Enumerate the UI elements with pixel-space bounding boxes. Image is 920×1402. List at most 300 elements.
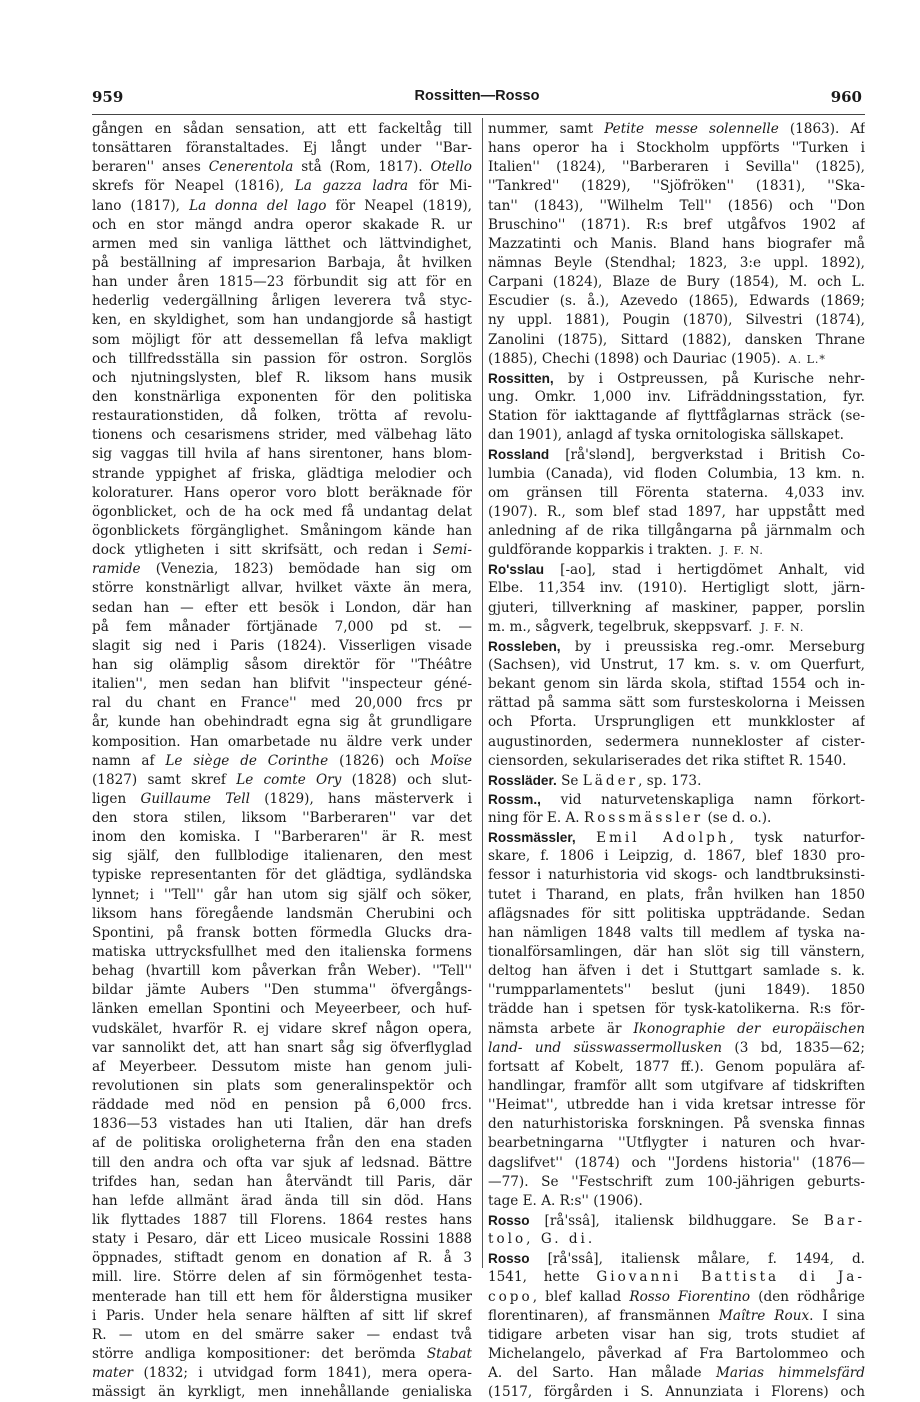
- text-segment: Otello: [430, 159, 472, 176]
- header-rule: [92, 114, 865, 115]
- headword: Rossm.,: [488, 791, 541, 807]
- text-line: [92, 1192, 472, 1211]
- text-line: [92, 771, 472, 790]
- text-line: [488, 388, 865, 407]
- text-segment: Petite messe solennelle: [604, 121, 779, 137]
- text-line: [488, 120, 865, 139]
- text-line: [488, 235, 865, 254]
- text-segment: , tysk naturfor-: [729, 830, 865, 847]
- page-number-left: 959: [92, 88, 124, 106]
- text-line: [92, 560, 472, 579]
- text-segment: nummer, samt: [488, 121, 605, 137]
- text-line: [488, 1077, 865, 1096]
- text-line: [92, 1288, 472, 1307]
- text-line: [488, 1364, 865, 1383]
- text-segment: (3 bd, 1835—62;: [722, 1039, 865, 1056]
- text-line: [92, 1364, 472, 1383]
- text-line: [488, 599, 865, 618]
- text-segment: Rosso Fiorentino: [629, 1288, 751, 1305]
- text-line: [488, 694, 865, 713]
- text-segment: staty i Pesaro, där ett Liceo musicale Rossini 1888: [92, 1231, 472, 1248]
- text-segment: Escudier (s. å.), Azevedo (1865), Edwards (1869;: [488, 293, 865, 310]
- text-segment: Läder: [582, 772, 639, 789]
- text-segment: ning för E. A.: [488, 810, 584, 827]
- text-segment: af de politiska oroligheterna från den ena staden: [92, 1135, 472, 1152]
- text-line: [488, 752, 865, 771]
- text-segment: (1826) och: [328, 752, 431, 769]
- text-segment: räddade med nöd en pension på 6,000 frcs.: [92, 1097, 472, 1114]
- text-segment: tan'' (1843), ''Wilhelm Tell'' (1856) och ''Don: [488, 197, 865, 214]
- text-segment: han under åren 1815—23 förbundit sig att för en: [92, 274, 472, 291]
- text-segment: by i preussiska reg.-omr. Merseburg: [560, 638, 865, 655]
- text-segment: som möjligt för att dessemellan få lefva makligt: [92, 331, 472, 348]
- text-segment: sig vaggas till hvila af hans sirentoner, hans blom-: [92, 446, 472, 463]
- text-line: [488, 158, 865, 177]
- text-line: [92, 407, 472, 426]
- text-segment: han nämligen 1848 valts till medlem af tyska na-: [488, 924, 865, 941]
- text-line: [488, 1154, 865, 1173]
- text-line: [92, 694, 472, 713]
- text-segment: dock ytligheten i sitt skrifsätt, och redan i: [92, 542, 433, 559]
- text-line: [92, 1268, 472, 1287]
- text-segment: Elbe. 11,354 inv. (1910). Hertigligt slott, järn-: [488, 580, 865, 597]
- text-line: [92, 541, 472, 560]
- text-segment: anledning af de rika tillgångarna på järnmalm och: [488, 522, 865, 539]
- text-segment: aflägsnades för sitt politiska uppträdande. Sedan: [488, 905, 865, 922]
- text-line: [92, 1154, 472, 1173]
- text-line: [488, 1326, 865, 1345]
- text-line: [92, 273, 472, 292]
- text-line: [92, 331, 472, 350]
- text-line: [92, 139, 472, 158]
- text-segment: armen med sin vanliga lätthet och lättvindighet,: [92, 235, 472, 252]
- text-line: [488, 426, 865, 445]
- text-segment: vid naturvetenskapliga namn förkort-: [540, 791, 865, 808]
- text-line: [92, 1077, 472, 1096]
- text-segment: [rå'ssâ], italiensk bildhuggare. Se: [529, 1213, 824, 1230]
- text-segment: (se d. o.).: [703, 810, 772, 827]
- text-line: [488, 273, 865, 292]
- text-segment: ögonblicket, och de ha ock med få undantag delat: [92, 503, 472, 520]
- headword: Rosso: [488, 1251, 530, 1267]
- text-segment: större andliga kompositioner: det berömda: [92, 1346, 427, 1362]
- text-line: [92, 981, 472, 1000]
- text-line: [92, 522, 472, 541]
- text-line: [92, 675, 472, 694]
- text-segment: hederlig vedergällning årligen leverera två styc-: [92, 293, 472, 310]
- text-segment: tionens och cesarismens strider, med välbehag läto: [92, 427, 472, 444]
- text-segment: lik flyttades 1887 till Florens. 1864 restes hans: [92, 1212, 472, 1229]
- text-line: [92, 733, 472, 752]
- text-segment: dagslifvet'' (1874) och ''Jordens historia'' (1876—: [488, 1154, 865, 1171]
- text-segment: stå (Rom, 1817).: [293, 159, 431, 176]
- text-line: [488, 139, 865, 158]
- text-segment: dan 1901), anlagd af tyska ornitologiska sällskapet.: [488, 427, 844, 444]
- text-segment: handlingar, framför allt som utgifvare af tidskriften: [488, 1078, 865, 1095]
- text-line: [92, 1230, 472, 1249]
- text-line: [488, 675, 865, 694]
- page-header: [92, 88, 862, 112]
- text-segment: italien'', men sedan han blifvit ''inspecteur géné-: [92, 676, 472, 693]
- text-segment: tutet i Tharand, en plats, från hvilken han 1850: [488, 886, 865, 903]
- text-segment: (Sachsen), vid Unstrut, 17 km. s. v. om Querfurt,: [488, 656, 865, 673]
- text-line: [488, 522, 865, 541]
- headword: Rossmässler,: [488, 830, 576, 846]
- text-line: [488, 1134, 865, 1153]
- text-segment: lumbia (Canada), vid floden Columbia, 13 km. n.: [488, 465, 865, 482]
- text-line: [92, 235, 472, 254]
- text-line: [488, 1268, 865, 1287]
- text-segment: trädde han i spetsen för tysk-katolikerna. R:s för-: [488, 1001, 865, 1018]
- text-line: [92, 216, 472, 235]
- text-segment: fortsatt af Kobelt, 1877 ff.). Genom populära af-: [488, 1058, 865, 1075]
- text-segment: Moïse: [430, 752, 472, 769]
- text-line: [92, 1345, 472, 1364]
- text-segment: . I sina: [809, 1307, 865, 1324]
- text-line: [488, 790, 865, 809]
- text-line: [488, 847, 865, 866]
- text-segment: för Neapel (1819),: [326, 197, 472, 214]
- text-line: [92, 465, 472, 484]
- text-segment: större konstnärligt allvar, hvilket växte än mera,: [92, 580, 472, 597]
- text-line: [92, 1115, 472, 1134]
- text-segment: tage E. A. R:s'' (1906).: [488, 1192, 643, 1209]
- text-line: [92, 177, 472, 196]
- text-segment: ramide: [92, 561, 141, 578]
- text-segment: lano (1817),: [92, 197, 190, 214]
- text-line: [92, 1058, 472, 1077]
- text-line: [488, 350, 865, 369]
- text-line: [488, 292, 865, 311]
- text-line: [488, 713, 865, 732]
- text-line: [488, 216, 865, 235]
- text-segment: (1907). R., som blef stad 1897, har uppstått med: [488, 503, 865, 520]
- text-segment: nämnas Beyle (Stendhal; 1823, 3:e uppl. 1892),: [488, 254, 865, 271]
- text-segment: sedan han — efter ett besök i London, där han: [92, 599, 472, 616]
- text-segment: namn af: [92, 752, 166, 769]
- text-segment: nämsta arbete är: [488, 1020, 634, 1037]
- text-segment: i Paris. Under hela senare hälften af sitt lif skref: [92, 1307, 472, 1324]
- text-segment: [rå'ssâ], italiensk målare, f. 1494, d.: [529, 1251, 865, 1268]
- text-segment: han lefde allmänt ärad ända till sin död. Hans: [92, 1192, 472, 1209]
- text-segment: (den rödhårige: [750, 1288, 865, 1305]
- text-segment: beraren'' anses: [92, 159, 209, 176]
- headword: Rossland: [488, 447, 550, 463]
- text-line: [488, 254, 865, 273]
- text-line: [92, 866, 472, 885]
- text-segment: [rå'slənd], bergverkstad i British Co-: [549, 447, 865, 464]
- text-line: [92, 1134, 472, 1153]
- text-segment: mater: [92, 1365, 134, 1382]
- headword: Rossleben,: [488, 638, 561, 654]
- text-line: [488, 828, 865, 847]
- text-line: [92, 637, 472, 656]
- text-segment: La gazza ladra: [294, 178, 409, 195]
- text-segment: ny uppl. 1881), Pougin (1870), Silvestri (1874),: [488, 312, 865, 329]
- text-segment: matiska uttrycksfullhet med den italienska formens: [92, 944, 472, 961]
- text-line: [488, 369, 865, 388]
- text-line: [488, 656, 865, 675]
- text-segment: tidigare arbeten visar han sig, trots studiet af: [488, 1326, 865, 1343]
- text-segment: (1517, förgården i S. Annunziata i Florens) och: [488, 1384, 865, 1401]
- text-segment: den naturhistoriska forskningen. På svenska finnas: [488, 1116, 865, 1133]
- text-line: [488, 1115, 865, 1134]
- text-line: [488, 503, 865, 522]
- text-segment: ciensorden, sekulariserades det rika stiftet R. 1540.: [488, 752, 847, 769]
- text-segment: Italien'' (1824), ''Barberaren i Sevilla'' (1825),: [488, 159, 865, 176]
- text-segment: den konstnärliga exponenten för den politiska: [92, 388, 472, 405]
- headword: Rossläder.: [488, 772, 557, 788]
- text-line: [488, 637, 865, 656]
- text-segment: Guillaume Tell: [140, 790, 250, 807]
- text-segment: (1829), hans mästerverk i: [249, 790, 472, 807]
- text-segment: revolutionen sin plats som generalinspektör och: [92, 1078, 472, 1095]
- text-segment: gången en sådan sensation, att ett fackeltåg till: [92, 121, 472, 137]
- text-line: [92, 292, 472, 311]
- text-segment: by i Ostpreussen, på Kurische nehr-: [553, 370, 865, 387]
- text-segment: vudskälet, hvarför R. ej vidare skref någon opera,: [92, 1020, 472, 1037]
- text-line: [488, 866, 865, 885]
- text-line: [92, 828, 472, 847]
- text-segment: sig själf, den fullblodige italienaren, den mest: [92, 848, 472, 865]
- text-segment: och tillfredsställa sin passion för ostron. Sorglös: [92, 350, 472, 367]
- text-line: [92, 311, 472, 330]
- author-signature: A. L.*: [788, 352, 826, 366]
- text-line: [92, 943, 472, 962]
- text-segment: Rossmässler: [583, 810, 704, 827]
- text-line: [92, 120, 472, 139]
- text-segment: Le siège de Corinthe: [165, 752, 329, 769]
- right-column: [488, 120, 865, 1402]
- text-segment: var sannolikt det, att han snart såg sig öfverflyglad: [92, 1039, 472, 1056]
- text-segment: skare, f. 1806 i Leipzig, d. 1867, blef 1830 pro-: [488, 848, 865, 865]
- text-line: [488, 618, 865, 637]
- text-segment: till den andra och ofta var sjuk af ledsnad. Bättre: [92, 1154, 472, 1171]
- text-line: [92, 886, 472, 905]
- text-segment: skrefs för Neapel (1816),: [92, 178, 295, 195]
- text-segment: Emil Adolph: [596, 830, 730, 847]
- text-segment: Semi-: [432, 542, 472, 559]
- text-line: [488, 1096, 865, 1115]
- text-segment: och njutningslysten, blef R. liksom hans musik: [92, 369, 472, 386]
- text-line: [92, 484, 472, 503]
- text-segment: och Pforta. Ursprungligen ett munkkloster af: [488, 714, 865, 731]
- text-segment: Bruschino'' (1871). R:s bref utgåfvos 1902 af: [488, 216, 865, 233]
- text-segment: (1885), Chechi (1898) och Dauriac (1905).: [488, 350, 781, 367]
- text-line: [92, 1020, 472, 1039]
- text-line: [488, 445, 865, 464]
- text-segment: guldförande kopparkis i trakten.: [488, 542, 713, 559]
- text-segment: tolo, G. di.: [488, 1231, 596, 1248]
- text-line: [488, 484, 865, 503]
- text-line: [92, 905, 472, 924]
- text-segment: (Venezia, 1823) bemödade han sig om: [140, 561, 472, 578]
- text-segment: La donna del lago: [189, 197, 327, 214]
- text-segment: på fem månader förtjänade 7,000 pd st. —: [92, 618, 472, 635]
- text-segment: (1827) samt skref: [92, 771, 237, 788]
- text-line: [92, 1096, 472, 1115]
- text-segment: af Meyerbeer. Dessutom miste han genom juli-: [92, 1058, 472, 1075]
- text-segment: öppnades, stiftadt genom en donation af R. å 3: [92, 1250, 472, 1267]
- text-segment: Cenerentola: [208, 159, 294, 176]
- text-line: [92, 158, 472, 177]
- text-line: [92, 656, 472, 675]
- text-line: [488, 771, 865, 790]
- text-line: [488, 981, 865, 1000]
- text-segment: ''rumpparlamentets'' beslut (juni 1849). 1850: [488, 982, 865, 999]
- text-segment: restaurationstiden, då folken, trötta af revolu-: [92, 408, 472, 425]
- text-line: [488, 1058, 865, 1077]
- text-segment: om gränsen till Förenta staterna. 4,033 inv.: [488, 484, 865, 501]
- text-segment: (1863). Af: [778, 121, 865, 137]
- text-line: [92, 503, 472, 522]
- text-segment: ögonblickets förgänglighet. Småningom kände han: [92, 522, 472, 539]
- text-line: [92, 924, 472, 943]
- text-segment: augustinorden, sedermera nunnekloster af cister-: [488, 733, 865, 750]
- text-segment: Le comte Ory: [236, 771, 342, 788]
- text-line: [92, 809, 472, 828]
- text-segment: menterade han till ett hem för ålderstigna musiker: [92, 1288, 472, 1305]
- text-line: [92, 1000, 472, 1019]
- text-segment: [576, 830, 596, 846]
- text-line: [488, 465, 865, 484]
- headword: Rossitten,: [488, 370, 554, 386]
- running-title: Rossitten—Rosso: [414, 88, 540, 104]
- text-segment: bekant genom sin lärda skola, stiftad 1554 och in-: [488, 676, 865, 693]
- text-segment: länken emellan Spontini och Meyeerbeer, och huf-: [92, 1001, 472, 1018]
- text-line: [488, 1345, 865, 1364]
- text-segment: , sp. 173.: [638, 772, 702, 789]
- text-line: [488, 407, 865, 426]
- text-segment: behag (hvartill kom påverkan från Weber). ''Tell'': [92, 963, 472, 980]
- text-segment: mässigt än kyrkligt, men innehållande genialiska: [92, 1384, 472, 1401]
- text-segment: Ikonographie der europäischen: [633, 1020, 865, 1037]
- text-line: [488, 1307, 865, 1326]
- text-segment: fessor i naturhistoria vid skogs- och landtbruksinsti-: [488, 867, 865, 884]
- text-segment: Carpani (1824), Blaze de Bury (1854), M. och L.: [488, 274, 865, 291]
- text-segment: ung. Omkr. 1,000 inv. Lifräddningsstation, fyr.: [488, 388, 865, 405]
- text-line: [92, 752, 472, 771]
- text-segment: hans operor ha i Stockholm uppförts ''Turken i: [488, 140, 865, 157]
- headword: Ro'sslau: [488, 562, 545, 578]
- text-segment: typiske representanten för det glädtiga, sydländska: [92, 867, 472, 884]
- text-segment: slagit sig ned i Paris (1824). Visserligen visade: [92, 637, 472, 654]
- text-line: [92, 713, 472, 732]
- text-line: [92, 1039, 472, 1058]
- text-line: [92, 1211, 472, 1230]
- text-segment: Michelangelo, påverkad af Fra Bartolommeo och: [488, 1346, 865, 1362]
- text-segment: den stora stilen, liksom ''Barberaren'' var det: [92, 810, 472, 827]
- text-line: [488, 943, 865, 962]
- text-segment: ''Tankred'' (1829), ''Sjöfröken'' (1831), ''Ska-: [488, 178, 865, 195]
- text-segment: Stabat: [426, 1346, 472, 1362]
- text-segment: deltog han äfven i det i Stuttgart samlade s. k.: [488, 963, 865, 980]
- text-segment: [-ao], stad i hertigdömet Anhalt, vid: [544, 562, 865, 579]
- text-segment: inom den komiska. I ''Barberaren'' är R. mest: [92, 829, 472, 846]
- text-line: [488, 579, 865, 598]
- text-segment: florentinaren), af fransmännen: [488, 1307, 719, 1324]
- text-line: [488, 1249, 865, 1268]
- text-segment: ligen: [92, 790, 141, 807]
- text-segment: tionalförsamlingen, där han slöt sig till vänstern,: [488, 944, 865, 961]
- left-column: [92, 120, 472, 1402]
- author-signature: J. F. N.: [720, 544, 764, 558]
- text-segment: Se: [556, 772, 583, 789]
- text-segment: Zanolini (1875), Sittard (1882), dansken Thrane: [488, 331, 865, 348]
- text-segment: ken, en skyldighet, som han undangjorde så hastigt: [92, 312, 472, 329]
- text-line: [92, 254, 472, 273]
- text-line: [92, 847, 472, 866]
- text-segment: ''Heimat'', utbredde han i vida kretsar intresse för: [488, 1097, 865, 1114]
- text-segment: Maître Roux: [718, 1307, 810, 1324]
- text-segment: R. — utom en del smärre saker — endast två: [92, 1326, 472, 1343]
- text-segment: copo: [488, 1288, 533, 1305]
- text-line: [488, 311, 865, 330]
- text-line: [92, 1326, 472, 1345]
- text-segment: land- und süsswassermollusken: [488, 1039, 722, 1056]
- text-line: [488, 560, 865, 579]
- text-segment: tonsättaren föranstaltades. Ej långt under ''Bar-: [92, 140, 472, 157]
- text-segment: m. m., sågverk, tegelbruk, skeppsvarf.: [488, 618, 753, 635]
- text-segment: , blef kallad: [532, 1288, 630, 1305]
- text-segment: på beställning af impresarion Barbaja, åt hvilken: [92, 254, 472, 271]
- text-line: [488, 1288, 865, 1307]
- text-segment: liksom hans föregående landsmän Cherubini och: [92, 905, 472, 922]
- text-line: [488, 1383, 865, 1402]
- text-line: [92, 1307, 472, 1326]
- text-line: [488, 331, 865, 350]
- text-line: [92, 369, 472, 388]
- text-segment: han sig olämplig såsom direktör för ''Théâtre: [92, 656, 472, 673]
- text-line: [92, 445, 472, 464]
- text-segment: Marias himmelsfärd: [716, 1365, 865, 1382]
- text-segment: Bar-: [823, 1213, 865, 1230]
- text-line: [92, 350, 472, 369]
- text-line: [488, 905, 865, 924]
- text-line: [488, 541, 865, 560]
- text-line: [92, 1249, 472, 1268]
- text-segment: 1836—53 vistades han uti Italien, där han drefs: [92, 1116, 472, 1133]
- text-line: [488, 1020, 865, 1039]
- text-line: [92, 1173, 472, 1192]
- text-line: [488, 1173, 865, 1192]
- text-line: [488, 1211, 865, 1230]
- text-segment: strande yppighet af friska, glädtiga melodier och: [92, 465, 472, 482]
- page-number-right: 960: [830, 88, 862, 106]
- text-segment: ral du chant en France'' med 20,000 frcs pr: [92, 695, 472, 712]
- text-line: [488, 177, 865, 196]
- text-segment: komposition. Han omarbetade nu äldre verk under: [92, 733, 472, 750]
- text-segment: bildar jämte Aubers ''Den stumma'' öfvergångs-: [92, 982, 472, 999]
- text-segment: år, kunde han obehindradt egna sig åt grundligare: [92, 714, 472, 731]
- text-segment: koloraturer. Hans operor voro blott beräknade för: [92, 484, 472, 501]
- text-line: [92, 197, 472, 216]
- headword: Rosso: [488, 1213, 530, 1229]
- text-segment: Station för iakttagande af flyttfåglarnas sträck (se-: [488, 408, 865, 425]
- text-line: [488, 886, 865, 905]
- author-signature: J. F. N.: [760, 620, 805, 634]
- text-line: [488, 1000, 865, 1019]
- text-segment: Giovanni Battista di Ja-: [596, 1269, 865, 1286]
- text-line: [92, 790, 472, 809]
- text-segment: (1828) och slut-: [341, 771, 472, 788]
- text-segment: för Mi-: [408, 178, 472, 195]
- text-segment: trifdes han, sedan han återvändt till Paris, där: [92, 1173, 472, 1190]
- text-segment: rättad på samma sätt som fursteskolorna i Meissen: [488, 695, 865, 712]
- text-line: [488, 733, 865, 752]
- text-line: [488, 1230, 865, 1249]
- column-divider: [482, 118, 483, 1268]
